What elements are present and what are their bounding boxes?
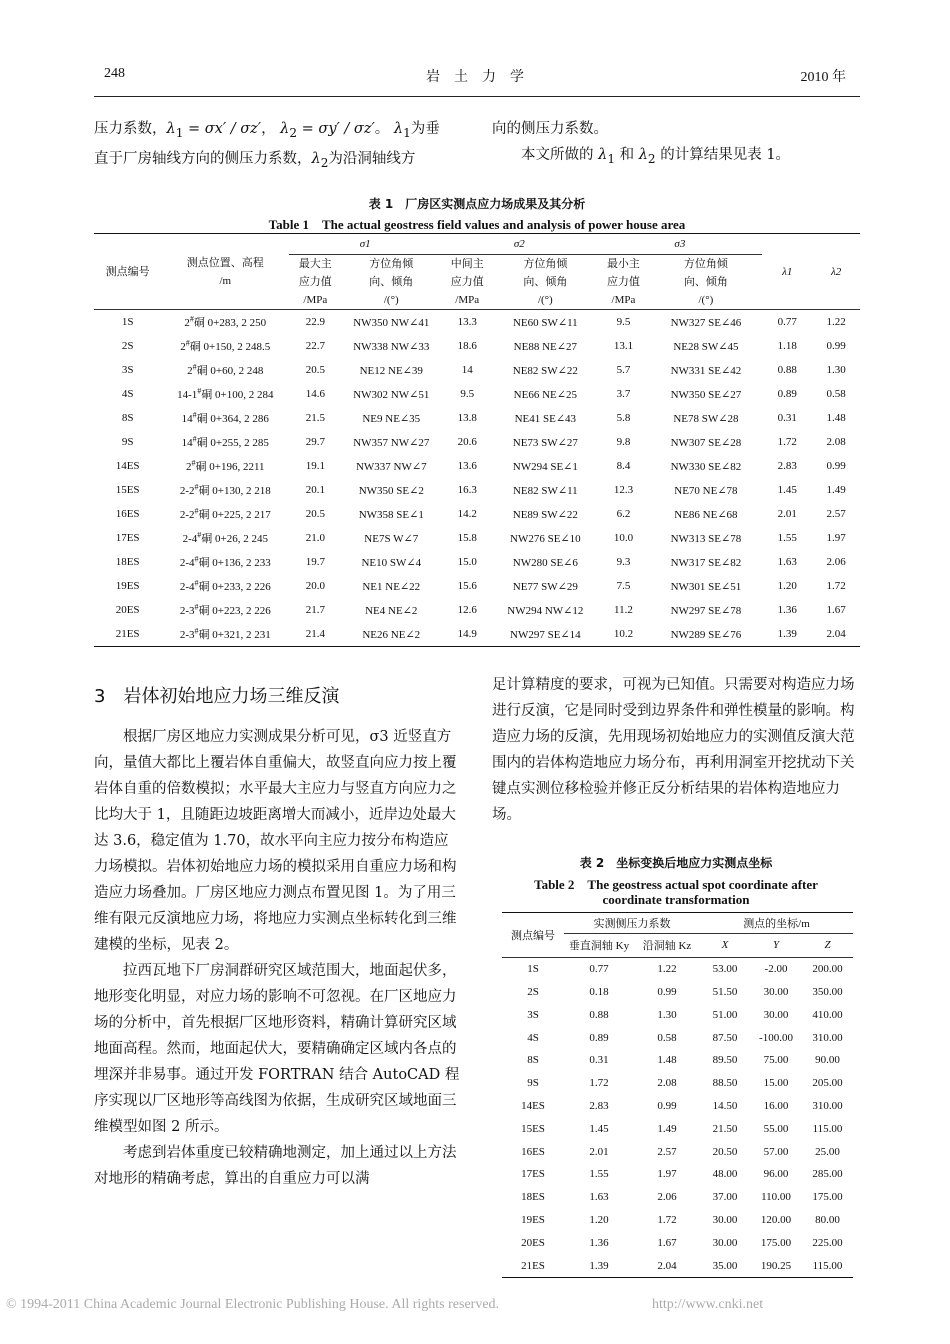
table-cell: 17ES	[521, 1168, 545, 1181]
table-cell: 1.39	[777, 628, 797, 640]
table-cell: 2.06	[657, 1191, 677, 1204]
table-cell: 8S	[527, 1054, 539, 1067]
table1	[94, 233, 860, 647]
journal-title: 岩 土 力 学	[426, 69, 524, 85]
table-cell: NW337 NW∠7	[355, 460, 427, 473]
table2-caption-en-2: coordinate transformation	[602, 892, 750, 907]
table-cell: 30.00	[712, 1236, 738, 1249]
table-cell: 90.00	[815, 1054, 840, 1067]
table-cell: 30.00	[712, 1213, 738, 1226]
table-cell: 16.00	[763, 1099, 789, 1112]
t1-header-lambda2: λ2	[812, 234, 860, 310]
table-cell: 9.3	[616, 556, 631, 568]
table-cell: 30.00	[763, 1008, 789, 1021]
table-row	[94, 334, 860, 358]
table-cell: 13.1	[613, 340, 634, 352]
table-cell: 10.0	[613, 532, 634, 544]
table-cell: 5.7	[616, 364, 631, 376]
table-row	[94, 502, 860, 526]
table-cell: 9.5	[460, 388, 475, 400]
table-cell: NW276 SE∠10	[510, 532, 581, 545]
table-cell: 2S	[527, 985, 539, 998]
table-cell: NW327 SE∠46	[670, 316, 742, 329]
table-cell: 0.88	[589, 1008, 609, 1021]
table-cell: 2.57	[657, 1145, 677, 1158]
table-row	[94, 622, 860, 647]
table-row	[502, 1209, 853, 1232]
table-row	[502, 981, 853, 1004]
table-cell: 115.00	[812, 1122, 843, 1135]
table-cell: 8S	[121, 412, 134, 424]
table-cell: 17ES	[115, 532, 140, 544]
table-cell: 190.25	[760, 1259, 792, 1272]
table-cell: 1.45	[589, 1122, 609, 1135]
table-cell: 21.50	[712, 1122, 738, 1135]
table-cell: NE78 SW∠28	[673, 412, 739, 425]
table-cell: 350.00	[812, 985, 843, 998]
table-cell: 80.00	[815, 1213, 840, 1226]
table-cell: 16ES	[521, 1145, 545, 1158]
t2-header-coords: 测点的坐标/m	[700, 913, 853, 934]
table-cell: 1.63	[589, 1191, 609, 1204]
left-column	[94, 724, 462, 1192]
table-cell: 35.00	[712, 1259, 738, 1272]
table-cell: 1.72	[589, 1077, 609, 1090]
t1-header-location: 测点位置、高程 /m	[161, 234, 289, 310]
table-cell: NW338 NW∠33	[353, 340, 430, 353]
table-cell: 12.3	[613, 484, 634, 496]
table-cell: 13.6	[457, 460, 477, 472]
table-cell: 14.50	[712, 1099, 738, 1112]
table-cell: NW289 SE∠76	[670, 628, 742, 641]
table-row	[502, 1254, 853, 1277]
table-cell: 30.00	[763, 985, 789, 998]
table-cell: 0.58	[826, 388, 846, 400]
table-cell: 16ES	[115, 508, 140, 520]
table-cell: 2.04	[657, 1259, 677, 1272]
table-cell: NE7S W∠7	[364, 532, 419, 545]
table-cell: 16.3	[457, 484, 477, 496]
table-cell: 1.55	[589, 1168, 609, 1181]
table-cell: 1.72	[826, 580, 846, 592]
table-cell: -2.00	[764, 963, 788, 976]
table-row	[502, 1072, 853, 1095]
table-cell: 0.89	[589, 1031, 609, 1044]
table-cell: 15.00	[763, 1077, 789, 1090]
table-row	[502, 957, 853, 980]
table-row	[502, 1049, 853, 1072]
t1-header-mid: 中间主 应力值 /MPa	[450, 258, 484, 306]
t1-header-orient2: 方位角倾 向、倾角 /(°)	[523, 258, 568, 306]
table-cell: 0.99	[826, 460, 846, 472]
table-cell: 11.2	[614, 604, 633, 616]
table-row	[94, 310, 860, 335]
table-cell: NW330 SE∠82	[670, 460, 742, 473]
table-cell: NW357 NW∠27	[353, 436, 430, 449]
table-cell: 2#硐 0+150, 2 248.5	[180, 338, 271, 353]
table-cell: 2-4#硐 0+136, 2 233	[179, 554, 271, 569]
table-cell: NE66 NE∠25	[513, 388, 577, 401]
table-cell: 37.00	[712, 1191, 738, 1204]
table-cell: NE60 SW∠11	[512, 316, 578, 329]
table-cell: 1.97	[826, 532, 846, 544]
table-cell: 1S	[527, 963, 539, 976]
table2-caption-en-1: Table 2 The geostress actual spot coordinate after	[534, 877, 818, 892]
table-cell: 2.08	[826, 436, 846, 448]
table-cell: 4S	[121, 388, 134, 400]
table-cell: NW301 SE∠51	[670, 580, 742, 593]
table-row	[94, 526, 860, 550]
table-cell: 19.1	[305, 460, 325, 472]
t2-header-z: Z	[824, 939, 831, 952]
table-cell: 2.83	[589, 1099, 609, 1112]
table-cell: 1.20	[777, 580, 797, 592]
table-cell: 19ES	[521, 1213, 545, 1226]
table-cell: 1.55	[777, 532, 797, 544]
table-cell: 14ES	[115, 460, 140, 472]
table-cell: 8.4	[616, 460, 631, 472]
table-cell: 2-4#硐 0+26, 2 245	[182, 530, 268, 545]
table-cell: NE86 NE∠68	[674, 508, 738, 521]
table-cell: 15.8	[457, 532, 477, 544]
table-cell: 10.2	[613, 628, 634, 640]
table-cell: 120.00	[760, 1213, 792, 1226]
table-cell: NE70 NE∠78	[674, 484, 738, 497]
table-cell: 1.48	[657, 1054, 677, 1067]
table-cell: 14-1#硐 0+100, 2 284	[177, 386, 274, 401]
table-cell: 21ES	[115, 628, 140, 640]
table-cell: 1.39	[589, 1259, 609, 1272]
table-cell: 14.2	[457, 508, 477, 520]
table-cell: 51.50	[712, 985, 738, 998]
table-row	[502, 1026, 853, 1049]
table2-caption-zh: 表 2 坐标变换后地应力实测点坐标	[579, 856, 773, 870]
table-cell: 20.50	[712, 1145, 738, 1158]
table-cell: 2-2#硐 0+225, 2 217	[179, 506, 271, 521]
table-cell: 3S	[121, 364, 134, 376]
table-cell: 285.00	[812, 1168, 843, 1181]
table-cell: NW302 NW∠51	[353, 388, 430, 401]
table-cell: NW350 SE∠2	[358, 484, 424, 497]
table-cell: 0.77	[589, 963, 609, 976]
t1-header-id: 测点编号	[94, 234, 161, 310]
table-cell: 2.01	[777, 508, 797, 520]
top-left-text: 压力系数，$\lambda_1 = \sigma x' / \sigma z'$， $\lambda_2 = \sigma y' / \sigma z'$。 $\lambda_1$为垂 直于厂房轴线方向的侧压力系数，$\lambda_2$为沿洞轴线方	[94, 121, 440, 170]
cnki-link[interactable]: http://www.cnki.net	[652, 1297, 764, 1312]
table-cell: NW307 SE∠28	[670, 436, 742, 449]
table-cell: 55.00	[763, 1122, 789, 1135]
table-cell: NE12 NE∠39	[359, 364, 423, 377]
table-cell: 48.00	[712, 1168, 738, 1181]
table-cell: 18ES	[521, 1191, 545, 1204]
table-cell: 1.67	[657, 1236, 677, 1249]
t1-header-max: 最大主 应力值 /MPa	[298, 258, 332, 306]
table-cell: 1S	[121, 316, 134, 328]
table-cell: 1.72	[777, 436, 797, 448]
table-cell: 2.08	[657, 1077, 677, 1090]
table-cell: 1.36	[777, 604, 797, 616]
table-cell: 6.2	[616, 508, 631, 520]
table-cell: 115.00	[812, 1259, 843, 1272]
table-cell: 20.0	[305, 580, 325, 592]
table-cell: 410.00	[812, 1008, 843, 1021]
table-cell: 9S	[527, 1077, 539, 1090]
table-cell: 15.6	[457, 580, 477, 592]
table-cell: 22.9	[305, 316, 325, 328]
table-cell: 1.22	[657, 963, 677, 976]
table-cell: 0.99	[826, 340, 846, 352]
table-cell: NW280 SE∠6	[512, 556, 578, 569]
table-cell: NE26 NE∠2	[362, 628, 421, 641]
table-cell: 15ES	[115, 484, 140, 496]
t2-header-y: Y	[772, 939, 780, 952]
table-cell: 1.30	[657, 1008, 677, 1021]
table-cell: NW297 SE∠78	[670, 604, 742, 617]
table-row	[502, 1003, 853, 1026]
table-cell: 2-3#硐 0+321, 2 231	[179, 626, 271, 641]
table-cell: 310.00	[812, 1031, 843, 1044]
table-cell: 14#硐 0+364, 2 286	[181, 410, 269, 425]
t1-header-orient3: 方位角倾 向、倾角 /(°)	[683, 258, 728, 306]
table-cell: 20.1	[305, 484, 325, 496]
table-cell: 1.49	[657, 1122, 677, 1135]
table-cell: 200.00	[812, 963, 843, 976]
table-cell: 21ES	[521, 1259, 545, 1272]
table-cell: 0.31	[589, 1054, 609, 1067]
t2-header-lateral: 实测侧压力系数	[564, 913, 700, 934]
t1-header-sigma2: σ2	[441, 234, 597, 255]
t2-header-kz: 沿洞轴 Kz	[642, 940, 692, 953]
table-cell: 1.36	[589, 1236, 609, 1249]
table-cell: NE4 NE∠2	[365, 604, 418, 617]
paragraph: 拉西瓦地下厂房洞群研究区域范围大，地面起伏多，地形变化明显，对应力场的影响不可忽视。在厂区地应力场的分析中，首先根据厂区地形资料，精确计算研究区域地面高程。然而，地面起伏大，要精确确定区域内各点的埋深并非易事。通过开发 FORTRAN 结合 AutoCAD 程序实现以厂区地形等高线图为依据，生成研究区域地面三维模型如图 2 所示。	[94, 963, 460, 1135]
table-row	[502, 1095, 853, 1118]
t1-header-sigma3: σ3	[597, 234, 762, 255]
table-row	[94, 430, 860, 454]
table-cell: 175.00	[760, 1236, 792, 1249]
table-cell: 2#硐 0+60, 2 248	[187, 362, 264, 377]
table-row	[502, 1140, 853, 1163]
table-cell: 1.49	[826, 484, 846, 496]
t1-header-sigma1: σ1	[289, 234, 441, 255]
table-cell: 14#硐 0+255, 2 285	[181, 434, 269, 449]
table-cell: 19ES	[115, 580, 140, 592]
table-cell: NE82 SW∠11	[512, 484, 578, 497]
table-cell: 1.97	[657, 1168, 677, 1181]
table-cell: 13.8	[457, 412, 477, 424]
table-cell: NE89 SW∠22	[512, 508, 578, 521]
table-cell: 14.9	[457, 628, 477, 640]
copyright-footer: © 1994-2011 China Academic Journal Electronic Publishing House. All rights reserved.	[6, 1297, 500, 1312]
table-cell: NE1 NE∠22	[362, 580, 421, 593]
table-row	[94, 454, 860, 478]
table-cell: 2#硐 0+283, 2 250	[184, 314, 267, 329]
table-cell: 0.18	[589, 985, 609, 998]
t1-header-min: 最小主 应力值 /MPa	[606, 258, 640, 306]
t2-header-x: X	[721, 939, 729, 952]
table-row	[94, 598, 860, 622]
table-cell: NW358 SE∠1	[358, 508, 424, 521]
paragraph: 足计算精度的要求，可视为已知值。只需要对构造应力场进行反演，它是同时受到边界条件和弹性模量的影响。构造应力场的反演，先用现场初始地应力的实测值反演大范围内的岩体构造地应力场分布，再利用洞室开挖扰动下关键点实测位移检验并修正反分析结果的岩体构造地应力场。	[492, 677, 855, 823]
top-right-text: 向的侧压力系数。 本文所做的 $\lambda_1$ 和 $\lambda_2$ 的计算结果见表 1。	[492, 121, 791, 166]
table-cell: 1.63	[777, 556, 797, 568]
table-cell: 310.00	[812, 1099, 843, 1112]
table-cell: 2.01	[589, 1145, 609, 1158]
table-cell: 89.50	[712, 1054, 738, 1067]
table-cell: 0.31	[777, 412, 797, 424]
table-cell: 53.00	[712, 963, 738, 976]
table-cell: 2-3#硐 0+223, 2 226	[179, 602, 271, 617]
table-cell: 2.06	[826, 556, 846, 568]
table-row	[502, 1186, 853, 1209]
table-cell: 3.7	[616, 388, 631, 400]
table-cell: 14	[461, 364, 473, 376]
table-cell: NE10 SW∠4	[361, 556, 422, 569]
table-cell: 1.20	[589, 1213, 609, 1226]
table-cell: 20ES	[115, 604, 140, 616]
table-cell: 20.6	[457, 436, 477, 448]
table-cell: 14.6	[305, 388, 325, 400]
table-cell: 1.48	[826, 412, 846, 424]
table-cell: 1.30	[826, 364, 846, 376]
table-cell: 2.83	[777, 460, 797, 472]
table-cell: 75.00	[763, 1054, 789, 1067]
table-cell: NE88 NE∠27	[513, 340, 577, 353]
table-cell: 2-2#硐 0+130, 2 218	[179, 482, 271, 497]
table-row	[502, 1231, 853, 1254]
table-cell: 25.00	[815, 1145, 840, 1158]
paragraph: 根据厂房区地应力实测成果分析可见，σ3 近竖直方向，量值大都比上覆岩体自重偏大，故竖直向应力按上覆岩体自重的倍数模拟；水平最大主应力与竖直方向应力之比均大于 1，且随距边坡距离增大而减小，近岸边处最大达 3.6，稳定值为 1.70，故水平向主应力按分布构造应力场模拟。岩体初始地应力场的模拟采用自重应力场和构造应力场叠加。厂房区地应力测点布置见图 1。为了用三维有限元反演地应力场，将地应力实测点坐标转化到三维建模的坐标，见表 2。	[94, 729, 457, 953]
table-cell: 21.0	[305, 532, 325, 544]
table-cell: 4S	[527, 1031, 539, 1044]
table-cell: 1.67	[826, 604, 846, 616]
table-cell: 0.99	[657, 1099, 677, 1112]
table-cell: NE41 SE∠43	[514, 412, 577, 425]
t1-header-orient1: 方位角倾 向、倾角 /(°)	[369, 258, 414, 306]
table-cell: 9.5	[616, 316, 631, 328]
table-cell: 22.7	[305, 340, 325, 352]
table-cell: 21.7	[305, 604, 325, 616]
table-row	[94, 382, 860, 406]
table-cell: 2-4#硐 0+233, 2 226	[179, 578, 271, 593]
table-cell: NW331 SE∠42	[670, 364, 742, 377]
table-cell: NW297 SE∠14	[510, 628, 581, 641]
page-number: 248	[104, 66, 125, 81]
table-cell: 18.6	[457, 340, 477, 352]
table-cell: 9S	[121, 436, 134, 448]
table-row	[502, 1163, 853, 1186]
section-heading: 3 岩体初始地应力场三维反演	[94, 686, 340, 707]
table-cell: 1.45	[777, 484, 797, 496]
table-cell: NE77 SW∠29	[512, 580, 578, 593]
table-cell: 1.72	[657, 1213, 677, 1226]
table-row	[94, 574, 860, 598]
table-cell: 13.3	[457, 316, 477, 328]
table-row	[94, 478, 860, 502]
table-cell: 51.00	[712, 1008, 738, 1021]
table-cell: 57.00	[763, 1145, 789, 1158]
table-cell: 5.8	[616, 412, 631, 424]
table-cell: 2S	[121, 340, 134, 352]
table-cell: 1.18	[777, 340, 797, 352]
table1-caption-en: Table 1 The actual geostress field values and analysis of power house area	[268, 217, 686, 232]
table-cell: 96.00	[763, 1168, 789, 1181]
table-cell: 21.4	[305, 628, 325, 640]
table-cell: 14ES	[521, 1099, 545, 1112]
table-cell: 21.5	[305, 412, 325, 424]
table-cell: 0.89	[777, 388, 797, 400]
table-cell: 12.6	[457, 604, 477, 616]
table-cell: 18ES	[115, 556, 140, 568]
table-cell: 19.7	[305, 556, 325, 568]
table-cell: NW350 SE∠27	[670, 388, 742, 401]
t2-header-id: 测点编号	[502, 913, 564, 958]
table-cell: 9.8	[616, 436, 631, 448]
table-cell: 2#硐 0+196, 2211	[186, 458, 265, 473]
table-cell: 3S	[527, 1008, 539, 1021]
table-cell: NW294 SE∠1	[512, 460, 578, 473]
year: 2010 年	[800, 70, 846, 85]
table-cell: NW317 SE∠82	[670, 556, 742, 569]
table-cell: 20.5	[305, 508, 325, 520]
table-cell: NW313 SE∠78	[670, 532, 742, 545]
table-cell: 88.50	[712, 1077, 738, 1090]
table-cell: NE28 SW∠45	[673, 340, 739, 353]
table-cell: 87.50	[712, 1031, 738, 1044]
table-cell: 15.0	[457, 556, 477, 568]
table-cell: 15ES	[521, 1122, 545, 1135]
table-cell: 175.00	[812, 1191, 843, 1204]
table-cell: 20ES	[521, 1236, 545, 1249]
table-cell: NE73 SW∠27	[512, 436, 578, 449]
table-cell: 20.5	[305, 364, 325, 376]
table-cell: NW294 NW∠12	[507, 604, 584, 617]
table-cell: NE9 NE∠35	[362, 412, 421, 425]
t2-header-ky: 垂直洞轴 Ky	[568, 940, 630, 953]
t1-header-lambda1: λ1	[762, 234, 812, 310]
table-cell: 2.04	[826, 628, 846, 640]
table1-caption-zh: 表 1 厂房区实测点应力场成果及其分析	[368, 197, 586, 211]
table-row	[94, 358, 860, 382]
table2	[502, 912, 853, 1278]
right-column	[492, 672, 860, 828]
table-cell: 29.7	[305, 436, 325, 448]
table-cell: NW350 NW∠41	[353, 316, 430, 329]
header-rule	[94, 96, 860, 97]
table-cell: 110.00	[761, 1191, 791, 1204]
table-cell: 225.00	[812, 1236, 843, 1249]
table-cell: 0.77	[777, 316, 797, 328]
table-cell: 0.99	[657, 985, 677, 998]
table-cell: 2.57	[826, 508, 846, 520]
table-cell: 205.00	[812, 1077, 843, 1090]
table-cell: 0.58	[657, 1031, 677, 1044]
table-cell: 1.22	[826, 316, 846, 328]
table-row	[502, 1117, 853, 1140]
table-cell: NE82 SW∠22	[512, 364, 578, 377]
table-row	[94, 550, 860, 574]
table-cell: 7.5	[616, 580, 631, 592]
paragraph: 考虑到岩体重度已较精确地测定，加上通过以上方法对地形的精确考虑，算出的自重应力可以满	[94, 1145, 457, 1187]
table-cell: -100.00	[759, 1031, 793, 1044]
table-row	[94, 406, 860, 430]
table-cell: 0.88	[777, 364, 797, 376]
